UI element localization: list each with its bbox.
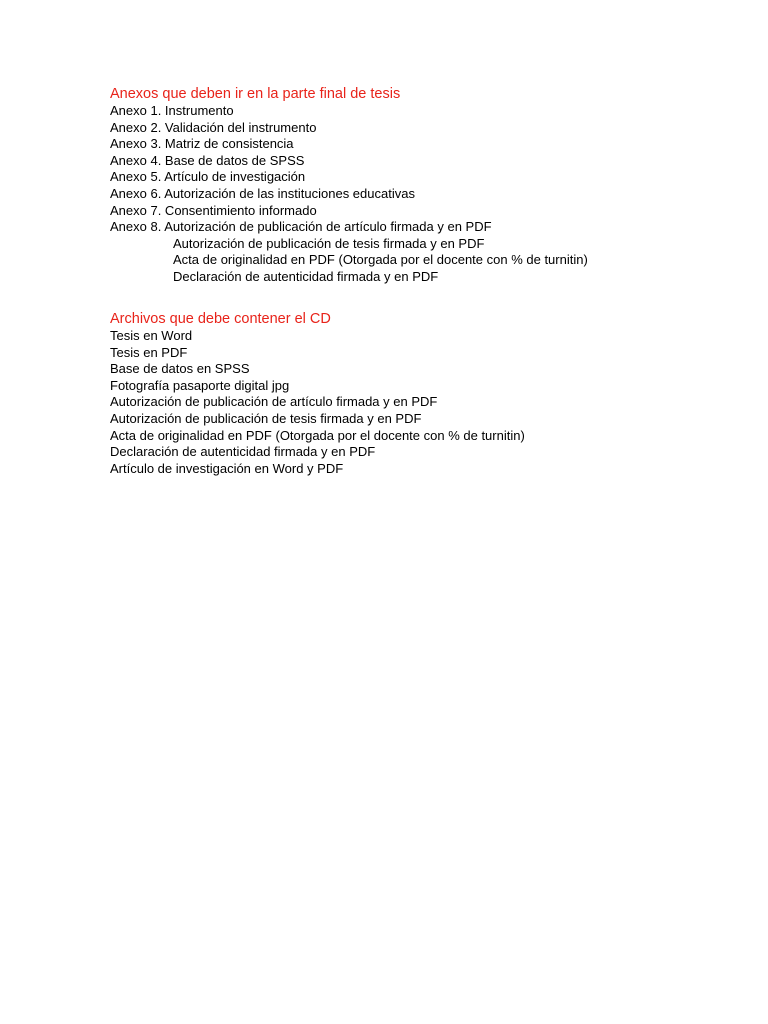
anexo-sub-item: Acta de originalidad en PDF (Otorgada por el docente con % de turnitin)	[173, 252, 588, 268]
anexos-heading: Anexos que deben ir en la parte final de tesis	[110, 86, 401, 102]
cd-item: Tesis en PDF	[110, 344, 188, 360]
anexo-sub-item: Autorización de publicación de tesis firmada y en PDF	[173, 235, 485, 251]
cd-item: Base de datos en SPSS	[110, 361, 250, 377]
anexo-item: Anexo 4. Base de datos de SPSS	[110, 152, 305, 168]
anexo-item: Anexo 6. Autorización de las instituciones educativas	[110, 185, 415, 201]
cd-item: Artículo de investigación en Word y PDF	[110, 460, 344, 476]
anexo-item: Anexo 2. Validación del instrumento	[110, 119, 317, 135]
cd-item: Fotografía pasaporte digital jpg	[110, 377, 290, 393]
cd-item: Acta de originalidad en PDF (Otorgada por el docente con % de turnitin)	[110, 427, 525, 443]
cd-item: Declaración de autenticidad firmada y en PDF	[110, 444, 376, 460]
anexo-sub-item: Declaración de autenticidad firmada y en PDF	[173, 268, 439, 284]
cd-item: Autorización de publicación de tesis firmada y en PDF	[110, 410, 422, 426]
cd-section	[110, 311, 730, 477]
cd-item: Autorización de publicación de artículo firmada y en PDF	[110, 394, 438, 410]
anexos-section	[110, 86, 730, 286]
cd-item: Tesis en Word	[110, 328, 193, 343]
anexo-item: Anexo 8. Autorización de publicación de artículo firmada y en PDF	[110, 219, 492, 235]
anexo-item: Anexo 7. Consentimiento informado	[110, 202, 317, 218]
anexo-item: Anexo 5. Artículo de investigación	[110, 169, 306, 185]
anexo-item: Anexo 1. Instrumento	[110, 103, 234, 118]
cd-heading: Archivos que debe contener el CD	[110, 311, 331, 327]
anexo-item: Anexo 3. Matriz de consistencia	[110, 136, 294, 152]
